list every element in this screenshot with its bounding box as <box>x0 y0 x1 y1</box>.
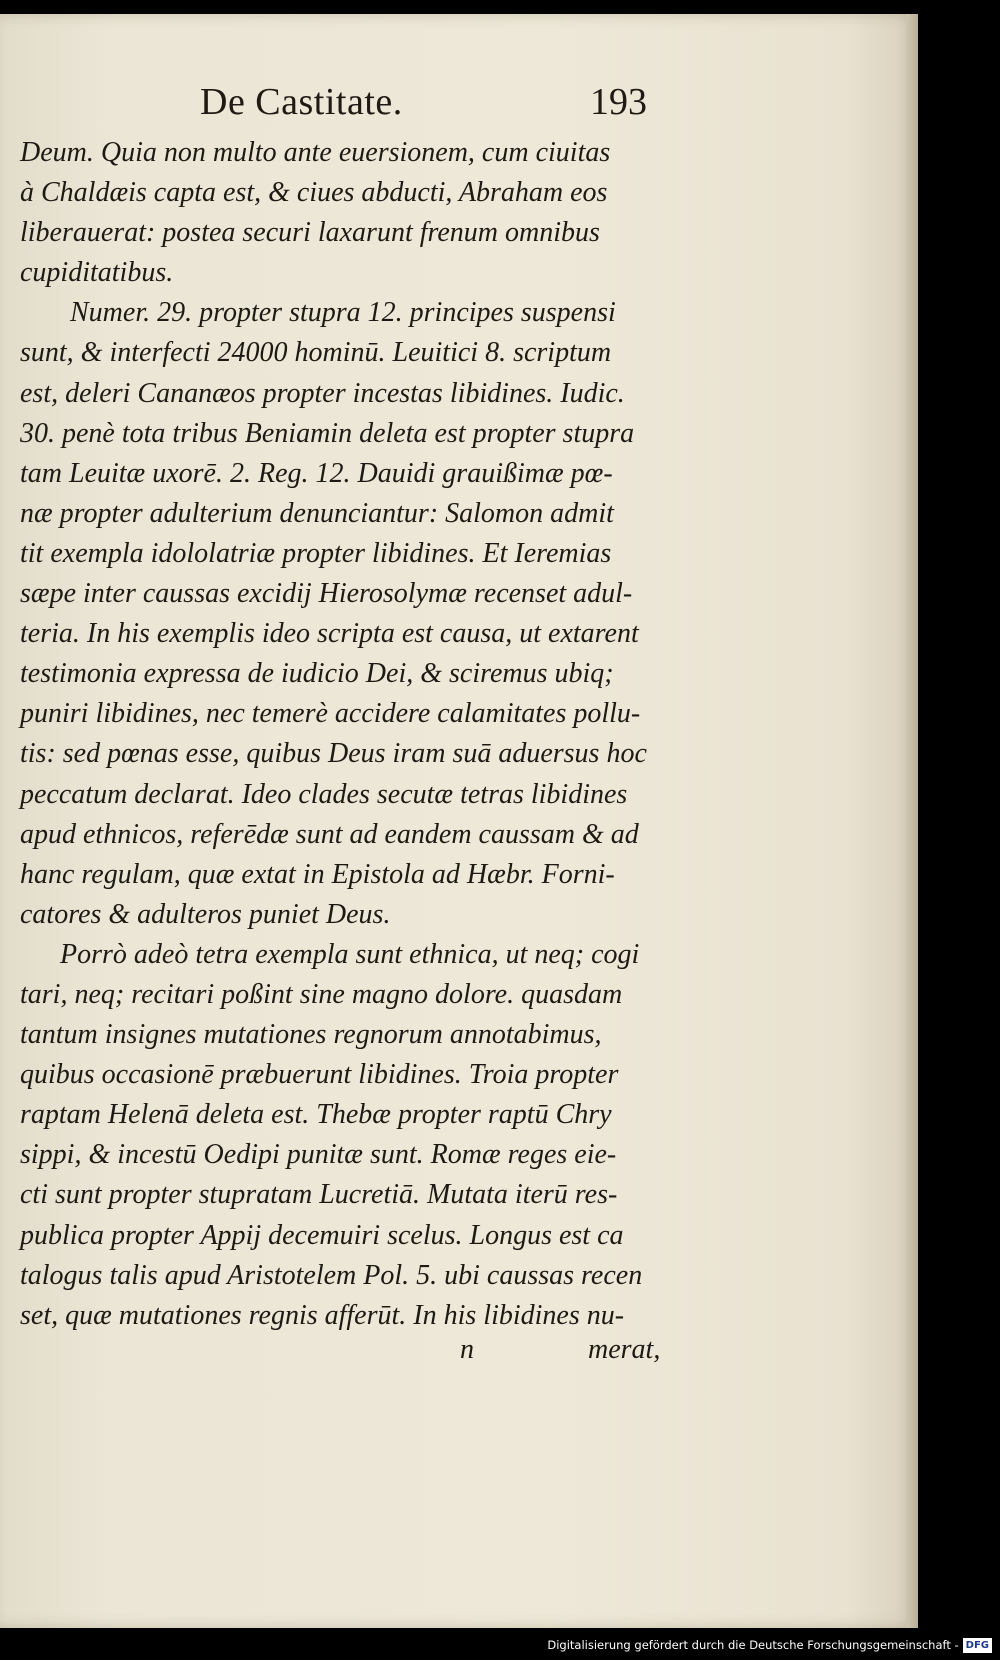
text-line: liberauerat: postea securi laxarunt frenum omnibus <box>20 217 600 249</box>
page-number: 193 <box>590 81 647 123</box>
text-line: cti sunt propter stupratam Lucretiā. Mutata iterū res- <box>20 1179 618 1211</box>
text-line: Numer. 29. propter stupra 12. principes suspensi <box>70 297 616 329</box>
catchword: merat, <box>588 1334 661 1365</box>
page-header <box>0 72 680 132</box>
text-line: tantum insignes mutationes regnorum annotabimus, <box>20 1019 602 1051</box>
text-line: publica propter Appij decemuiri scelus. Longus est ca <box>20 1219 624 1251</box>
text-line: peccatum declarat. Ideo clades secutæ tetras libidines <box>20 778 628 810</box>
running-title: De Castitate. <box>200 81 403 123</box>
text-line: teria. In his exemplis ideo scripta est causa, ut extarent <box>20 618 639 650</box>
text-line: næ propter adulterium denunciantur: Salomon admit <box>20 497 614 529</box>
text-line: apud ethnicos, referēdæ sunt ad eandem caussam & ad <box>20 818 639 850</box>
text-line: 30. penè tota tribus Beniamin deleta est propter stupra <box>20 417 635 449</box>
body-text <box>20 133 660 1336</box>
text-line: set, quæ mutationes regnis afferūt. In his libidines nu- <box>20 1299 625 1331</box>
text-line: tis: sed pœnas esse, quibus Deus iram suā aduersus hoc <box>20 738 647 770</box>
text-line: puniri libidines, nec temerè accidere calamitates pollu- <box>20 698 641 730</box>
text-line: sippi, & incestū Oedipi punitæ sunt. Romæ reges eie- <box>20 1139 617 1171</box>
text-line: Porrò adeò tetra exempla sunt ethnica, ut neq; cogi <box>60 938 640 970</box>
page-edge <box>906 14 918 1628</box>
text-line: catores & adulteros puniet Deus. <box>20 898 391 930</box>
text-line: sæpe inter caussas excidij Hierosolymæ recenset adul- <box>20 578 633 610</box>
text-line: raptam Helenā deleta est. Thebæ propter raptū Chry <box>20 1099 612 1131</box>
text-line: quibus occasionē præbuerunt libidines. Troia propter <box>20 1059 619 1091</box>
text-line: tari, neq; recitari poßint sine magno dolore. quasdam <box>20 978 623 1010</box>
text-line: talogus talis apud Aristotelem Pol. 5. ubi caussas recen <box>20 1259 643 1291</box>
text-line: est, deleri Cananæos propter incestas libidines. Iudic. <box>20 377 625 409</box>
text-line: à Chaldæis capta est, & ciues abducti, Abraham eos <box>20 177 608 209</box>
text-line: cupiditatibus. <box>20 257 174 289</box>
text-line: hanc regulam, quæ extat in Epistola ad Hæbr. Forni- <box>20 858 615 890</box>
catchline <box>20 1334 660 1374</box>
dfg-logo: DFG <box>963 1638 992 1653</box>
text-line: sunt, & interfecti 24000 hominū. Leuitici 8. scriptum <box>20 337 612 369</box>
digitization-footer <box>547 1636 992 1654</box>
text-line: testimonia expressa de iudicio Dei, & sciremus ubiq; <box>20 658 614 690</box>
footer-credit: Digitalisierung gefördert durch die Deutsche Forschungsgemeinschaft - <box>547 1638 959 1652</box>
text-line: Deum. Quia non multo ante euersionem, cum ciuitas <box>20 137 611 168</box>
text-line: tam Leuitæ uxorē. 2. Reg. 12. Dauidi grauißimæ pœ- <box>20 457 613 489</box>
signature-mark: n <box>460 1334 474 1365</box>
text-line: tit exempla idololatriæ propter libidines. Et Ieremias <box>20 537 612 569</box>
